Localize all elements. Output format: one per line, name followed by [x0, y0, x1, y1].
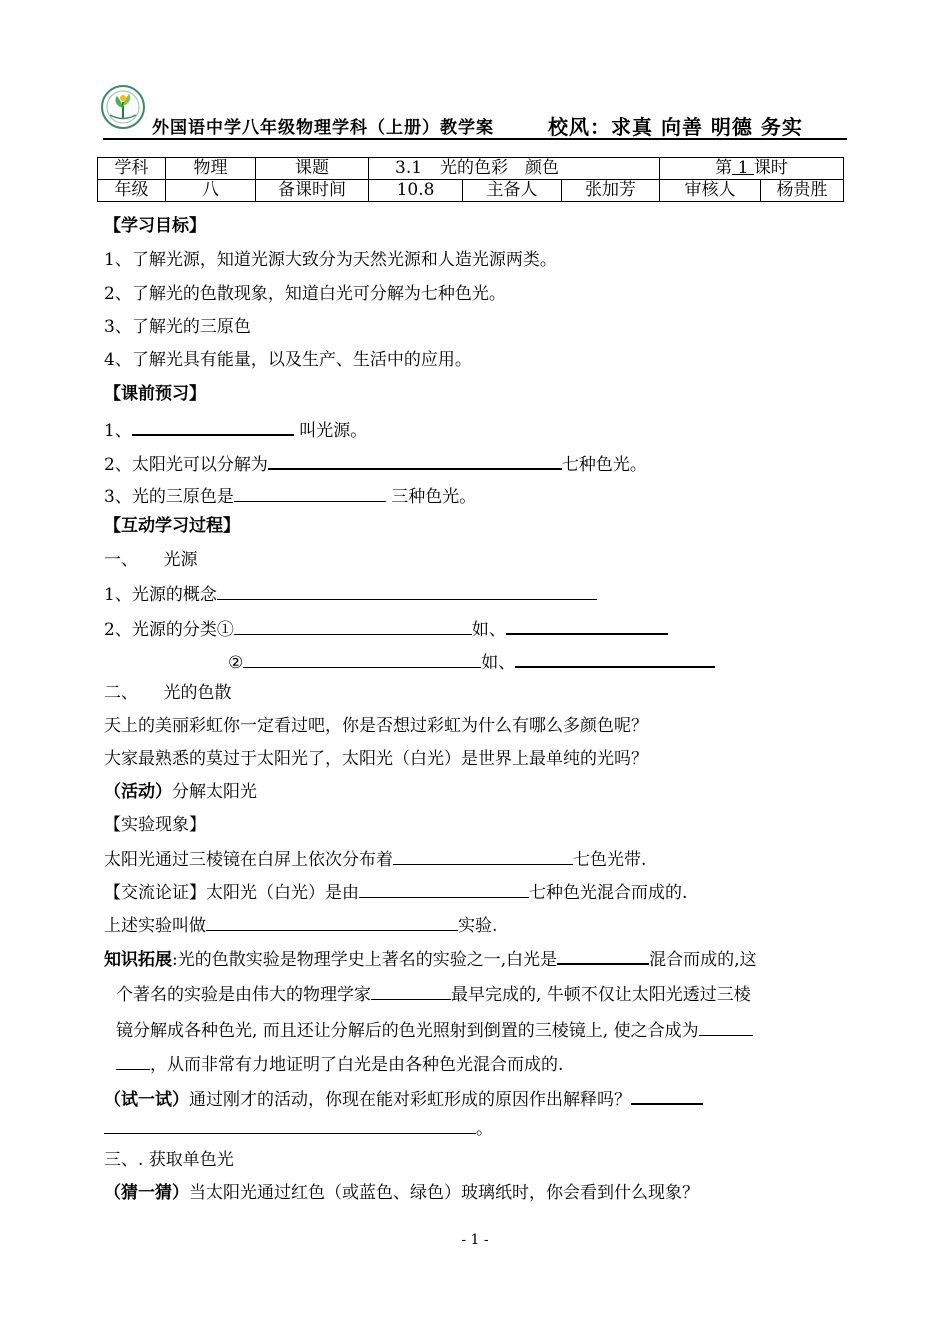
answer-blank[interactable] [234, 617, 472, 635]
answer-blank[interactable] [371, 982, 451, 1000]
answer-blank[interactable] [217, 582, 597, 600]
phenomenon-line: 太阳光通过三棱镜在白屏上依次分布着 七色光带. [104, 847, 646, 871]
answer-blank[interactable] [116, 1052, 150, 1070]
answer-blank[interactable] [243, 650, 481, 668]
period-suffix: 课时 [753, 158, 788, 178]
extension-line-1: 知识拓展:光的色散实验是物理学史上著名的实验之一,白光是 混合而成的,这 [104, 946, 757, 971]
phenomenon-heading: 【实验现象】 [104, 815, 206, 835]
section-1-title: 一、 光源 [104, 550, 198, 570]
school-motto: 校风：求真 向善 明德 务实 [548, 115, 803, 139]
guess-label: （猜一猜） [104, 1183, 189, 1203]
grade-label: 年级 [98, 180, 166, 202]
light-source-classification-2: ② 如、 [228, 649, 715, 674]
activity-line: （活动）分解太阳光 [104, 782, 257, 802]
preparer-label: 主备人 [463, 180, 562, 202]
header-divider [103, 138, 847, 140]
subject-value: 物理 [166, 158, 256, 180]
school-logo [100, 84, 146, 130]
answer-blank[interactable] [359, 880, 529, 898]
preparer-value: 张加芳 [562, 180, 660, 202]
section-2-title: 二、 光的色散 [104, 683, 232, 703]
try-label: （试一试） [104, 1090, 189, 1110]
goal-item: 3、了解光的三原色 [104, 317, 251, 337]
table-row [98, 180, 844, 202]
header-title: 外国语中学八年级物理学科（上册）教学案 [152, 118, 494, 138]
topic-value: 光的色彩 颜色 [440, 158, 560, 178]
preview-question-2: 2、太阳光可以分解为 七种色光。 [104, 451, 647, 476]
period-number: 1 [737, 158, 749, 178]
preview-question-3: 3、光的三原色是 三种色光。 [104, 484, 476, 508]
extension-line-2: 个著名的实验是由伟大的物理学家 最早完成的, 牛顿不仅让太阳光透过三棱 [116, 982, 751, 1006]
answer-blank[interactable] [132, 417, 294, 436]
extension-line-4: ，从而非常有力地证明了白光是由各种色光混合而成的. [116, 1052, 563, 1076]
guess-line: （猜一猜）当太阳光通过红色（或蓝色、绿色）玻璃纸时，你会看到什么现象？ [104, 1183, 699, 1203]
paragraph: 天上的美丽彩虹你一定看过吧，你是否想过彩虹为什么有哪么多颜色呢？ [104, 716, 648, 736]
prep-time-value: 10.8 [369, 180, 463, 202]
section-3-title: 三、. 获取单色光 [104, 1150, 234, 1170]
discussion-label: 【交流论证】 [104, 883, 206, 903]
discussion-line: 【交流论证】太阳光（白光）是由 七种色光混合而成的. [104, 880, 687, 904]
extension-line-3: 镜分解成各种色光, 而且还让分解后的色光照射到倒置的三棱镜上, 使之合成为 [116, 1018, 753, 1042]
answer-blank[interactable] [557, 946, 649, 965]
light-source-classification-1: 2、光源的分类① 如、 [104, 616, 668, 641]
answer-blank[interactable] [699, 1018, 753, 1036]
goal-item: 4、了解光具有能量，以及生产、生活中的应用。 [104, 350, 472, 370]
activity-label: （活动） [104, 782, 172, 802]
reviewer-value: 杨贵胜 [761, 180, 844, 202]
prep-time-label: 备课时间 [256, 180, 369, 202]
extension-label: 知识拓展 [104, 950, 172, 970]
answer-blank[interactable] [393, 847, 573, 865]
reviewer-label: 审核人 [660, 180, 761, 202]
goal-item: 1、了解光源，知道光源大致分为天然光源和人造光源两类。 [104, 250, 557, 270]
subject-label: 学科 [98, 158, 166, 180]
table-row [98, 158, 844, 180]
page-number: - 1 - [461, 1232, 489, 1248]
light-source-concept: 1、光源的概念 [104, 582, 597, 606]
topic-label: 课题 [256, 158, 369, 180]
period-prefix: 第 [715, 158, 733, 178]
paragraph: 大家最熟悉的莫过于太阳光了，太阳光（白光）是世界上最单纯的光吗？ [104, 749, 648, 769]
preview-question-1: 1、 叫光源。 [104, 417, 367, 442]
answer-blank[interactable] [206, 913, 458, 931]
try-answer-line: 。 [104, 1116, 493, 1140]
experiment-line: 上述实验叫做 实验. [104, 913, 497, 937]
grade-value: 八 [166, 180, 256, 202]
answer-blank[interactable] [234, 484, 386, 502]
process-heading: 【互动学习过程】 [104, 516, 240, 536]
topic-cell [369, 158, 660, 180]
lesson-info-table [97, 157, 844, 202]
topic-number: 3.1 [395, 158, 423, 178]
period-cell [660, 158, 844, 180]
answer-blank[interactable] [631, 1086, 703, 1105]
preview-heading: 【课前预习】 [104, 384, 206, 404]
try-line: （试一试）通过刚才的活动，你现在能对彩虹形成的原因作出解释吗？ [104, 1086, 703, 1111]
answer-blank[interactable] [506, 616, 668, 635]
answer-blank[interactable] [104, 1116, 476, 1134]
answer-blank[interactable] [268, 451, 562, 470]
goals-heading: 【学习目标】 [104, 216, 206, 236]
answer-blank[interactable] [515, 649, 715, 668]
goal-item: 2、了解光的色散现象，知道白光可分解为七种色光。 [104, 284, 506, 304]
